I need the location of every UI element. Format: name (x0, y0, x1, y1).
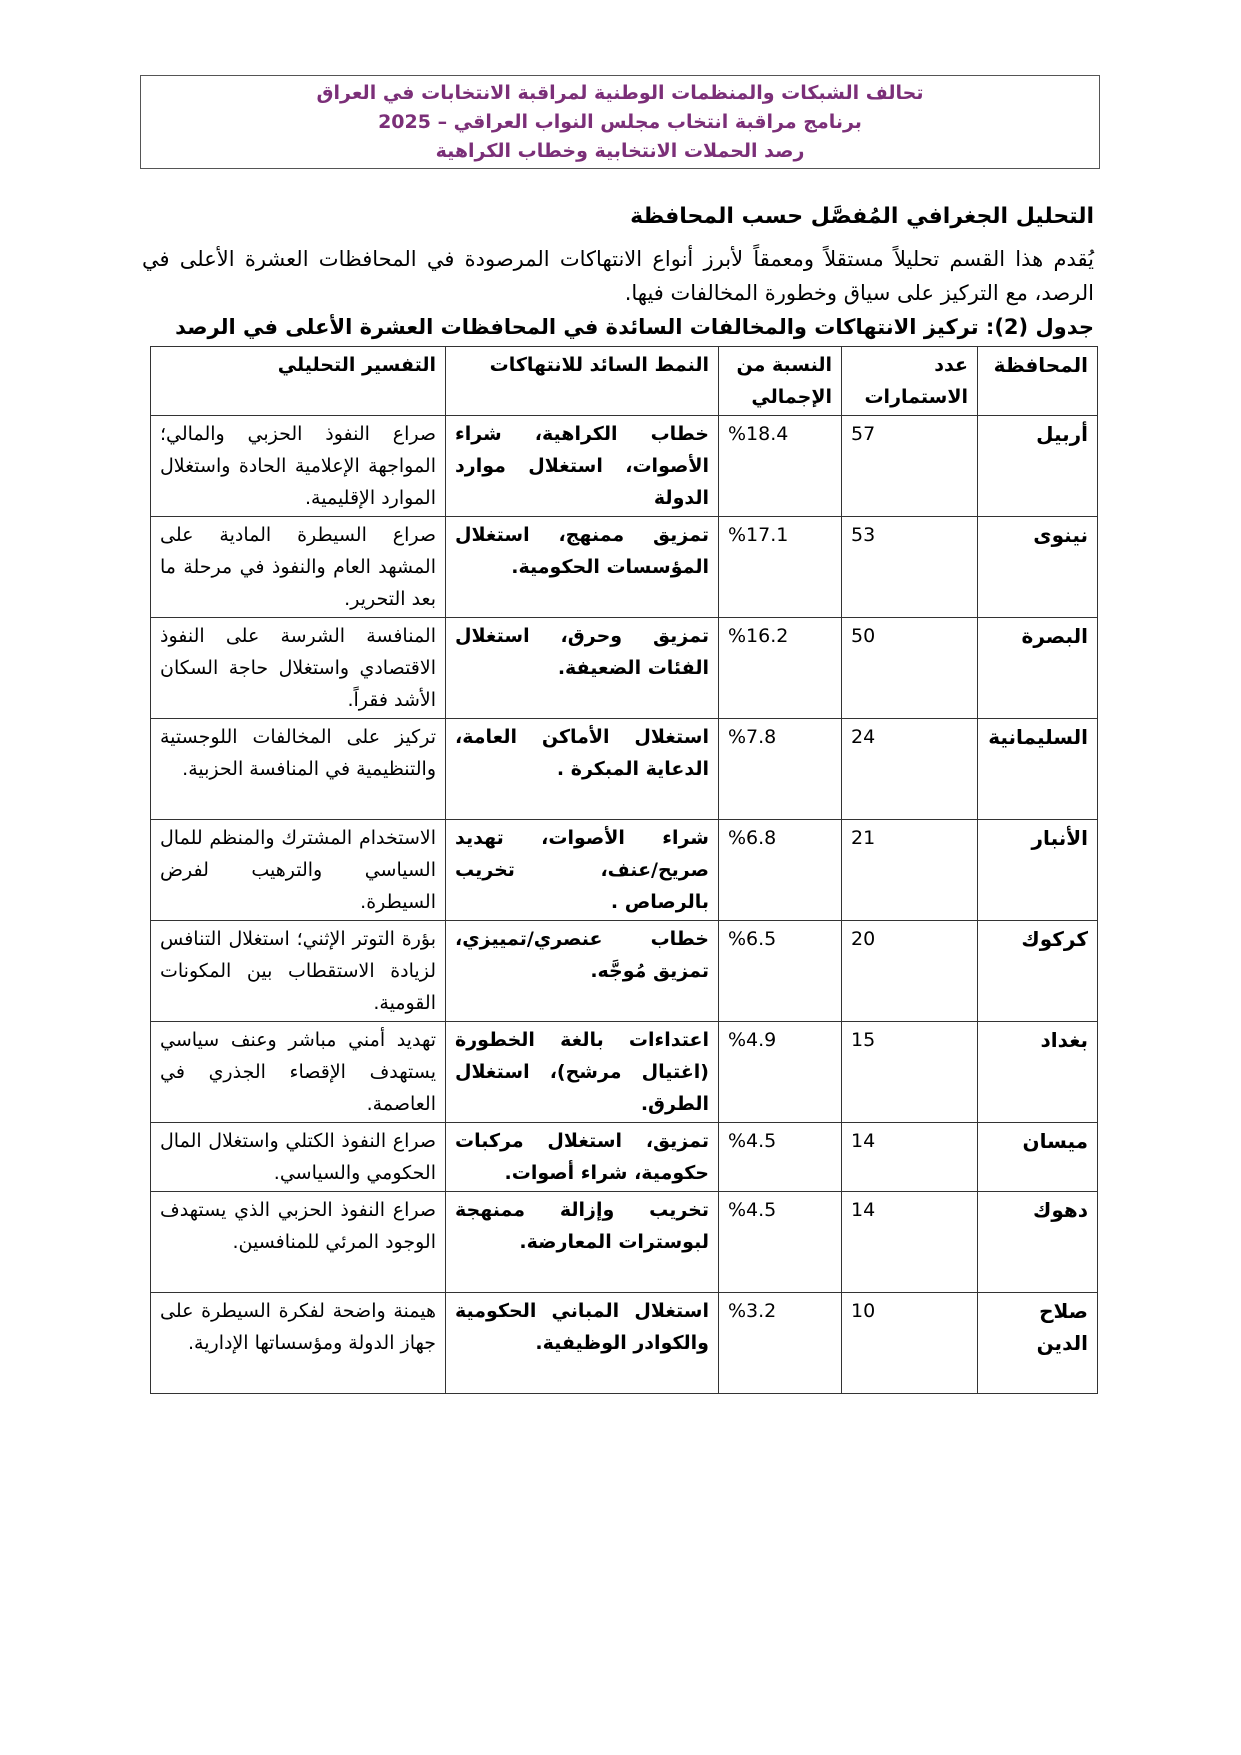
table-row (151, 416, 1098, 517)
cell-interpretation: صراع النفوذ الحزبي والمالي؛ المواجهة الإعلامية الحادة واستغلال الموارد الإقليمية. (151, 416, 446, 517)
cell-count: 14 (842, 1123, 978, 1192)
cell-pattern: استغلال الأماكن العامة، الدعاية المبكرة . (446, 719, 719, 820)
header-line-2: برنامج مراقبة انتخاب مجلس النواب العراقي – 2025 (378, 110, 862, 133)
report-header (140, 75, 1100, 169)
cell-percent: %6.8 (719, 820, 842, 921)
cell-percent: %18.4 (719, 416, 842, 517)
cell-interpretation: صراع النفوذ الكتلي واستغلال المال الحكومي والسياسي. (151, 1123, 446, 1192)
table-row (151, 921, 1098, 1022)
header-count: عدد الاستمارات (842, 347, 978, 416)
cell-count: 21 (842, 820, 978, 921)
header-percent: النسبة من الإجمالي (719, 347, 842, 416)
cell-pattern: شراء الأصوات، تهديد صريح/عنف، تخريب بالرصاص . (446, 820, 719, 921)
cell-percent: %3.2 (719, 1293, 842, 1394)
cell-pattern: خطاب عنصري/تمييزي، تمزيق مُوجَّه. (446, 921, 719, 1022)
cell-count: 20 (842, 921, 978, 1022)
cell-pattern: خطاب الكراهية، شراء الأصوات، استغلال موارد الدولة (446, 416, 719, 517)
table-row (151, 1192, 1098, 1293)
cell-count: 14 (842, 1192, 978, 1293)
cell-interpretation: هيمنة واضحة لفكرة السيطرة على جهاز الدولة ومؤسساتها الإدارية. (151, 1293, 446, 1394)
table-row (151, 1123, 1098, 1192)
cell-percent: %4.5 (719, 1123, 842, 1192)
cell-governorate: أربيل (978, 416, 1098, 517)
governorate-table (150, 346, 1098, 1394)
cell-interpretation: صراع السيطرة المادية على المشهد العام والنفوذ في مرحلة ما بعد التحرير. (151, 517, 446, 618)
cell-interpretation: تركيز على المخالفات اللوجستية والتنظيمية في المنافسة الحزبية. (151, 719, 446, 820)
header-governorate: المحافظة (978, 347, 1098, 416)
cell-pattern: استغلال المباني الحكومية والكوادر الوظيفية. (446, 1293, 719, 1394)
table-row (151, 1293, 1098, 1394)
cell-governorate: كركوك (978, 921, 1098, 1022)
table-row (151, 517, 1098, 618)
cell-percent: %16.2 (719, 618, 842, 719)
section-title: التحليل الجغرافي المُفصَّل حسب المحافظة (630, 204, 1094, 229)
section-intro: يُقدم هذا القسم تحليلاً مستقلاً ومعمقاً لأبرز أنواع الانتهاكات المرصودة في المحافظات العشرة الأعلى في الرصد، مع التركيز على سياق وخطورة المخالفات فيها. (142, 247, 1094, 305)
cell-interpretation: الاستخدام المشترك والمنظم للمال السياسي والترهيب لفرض السيطرة. (151, 820, 446, 921)
cell-percent: %4.5 (719, 1192, 842, 1293)
cell-governorate: السليمانية (978, 719, 1098, 820)
cell-interpretation: المنافسة الشرسة على النفوذ الاقتصادي واستغلال حاجة السكان الأشد فقراً. (151, 618, 446, 719)
cell-percent: %7.8 (719, 719, 842, 820)
header-line-3: رصد الحملات الانتخابية وخطاب الكراهية (435, 139, 805, 162)
cell-count: 10 (842, 1293, 978, 1394)
header-line-1: تحالف الشبكات والمنظمات الوطنية لمراقبة الانتخابات في العراق (316, 81, 924, 104)
cell-interpretation: بؤرة التوتر الإثني؛ استغلال التنافس لزيادة الاستقطاب بين المكونات القومية. (151, 921, 446, 1022)
cell-governorate: البصرة (978, 618, 1098, 719)
table-header-row (151, 347, 1098, 416)
table-row (151, 820, 1098, 921)
cell-governorate: الأنبار (978, 820, 1098, 921)
cell-governorate: ميسان (978, 1123, 1098, 1192)
cell-percent: %6.5 (719, 921, 842, 1022)
cell-count: 57 (842, 416, 978, 517)
cell-percent: %4.9 (719, 1022, 842, 1123)
cell-pattern: تخريب وإزالة ممنهجة لبوسترات المعارضة. (446, 1192, 719, 1293)
cell-count: 50 (842, 618, 978, 719)
cell-governorate: دهوك (978, 1192, 1098, 1293)
cell-pattern: تمزيق ممنهج، استغلال المؤسسات الحكومية. (446, 517, 719, 618)
table-row (151, 618, 1098, 719)
cell-interpretation: صراع النفوذ الحزبي الذي يستهدف الوجود المرئي للمنافسين. (151, 1192, 446, 1293)
header-pattern: النمط السائد للانتهاكات (446, 347, 719, 416)
cell-percent: %17.1 (719, 517, 842, 618)
cell-governorate: نينوى (978, 517, 1098, 618)
cell-pattern: اعتداءات بالغة الخطورة (اغتيال مرشح)، استغلال الطرق. (446, 1022, 719, 1123)
cell-pattern: تمزيق وحرق، استغلال الفئات الضعيفة. (446, 618, 719, 719)
cell-governorate: صلاح الدين (978, 1293, 1098, 1394)
cell-count: 53 (842, 517, 978, 618)
table-caption: جدول (2): تركيز الانتهاكات والمخالفات السائدة في المحافظات العشرة الأعلى في الرصد (175, 315, 1094, 339)
table-row (151, 719, 1098, 820)
cell-interpretation: تهديد أمني مباشر وعنف سياسي يستهدف الإقصاء الجذري في العاصمة. (151, 1022, 446, 1123)
cell-pattern: تمزيق، استغلال مركبات حكومية، شراء أصوات. (446, 1123, 719, 1192)
cell-count: 24 (842, 719, 978, 820)
cell-count: 15 (842, 1022, 978, 1123)
cell-governorate: بغداد (978, 1022, 1098, 1123)
header-interpretation: التفسير التحليلي (151, 347, 446, 416)
table-row (151, 1022, 1098, 1123)
